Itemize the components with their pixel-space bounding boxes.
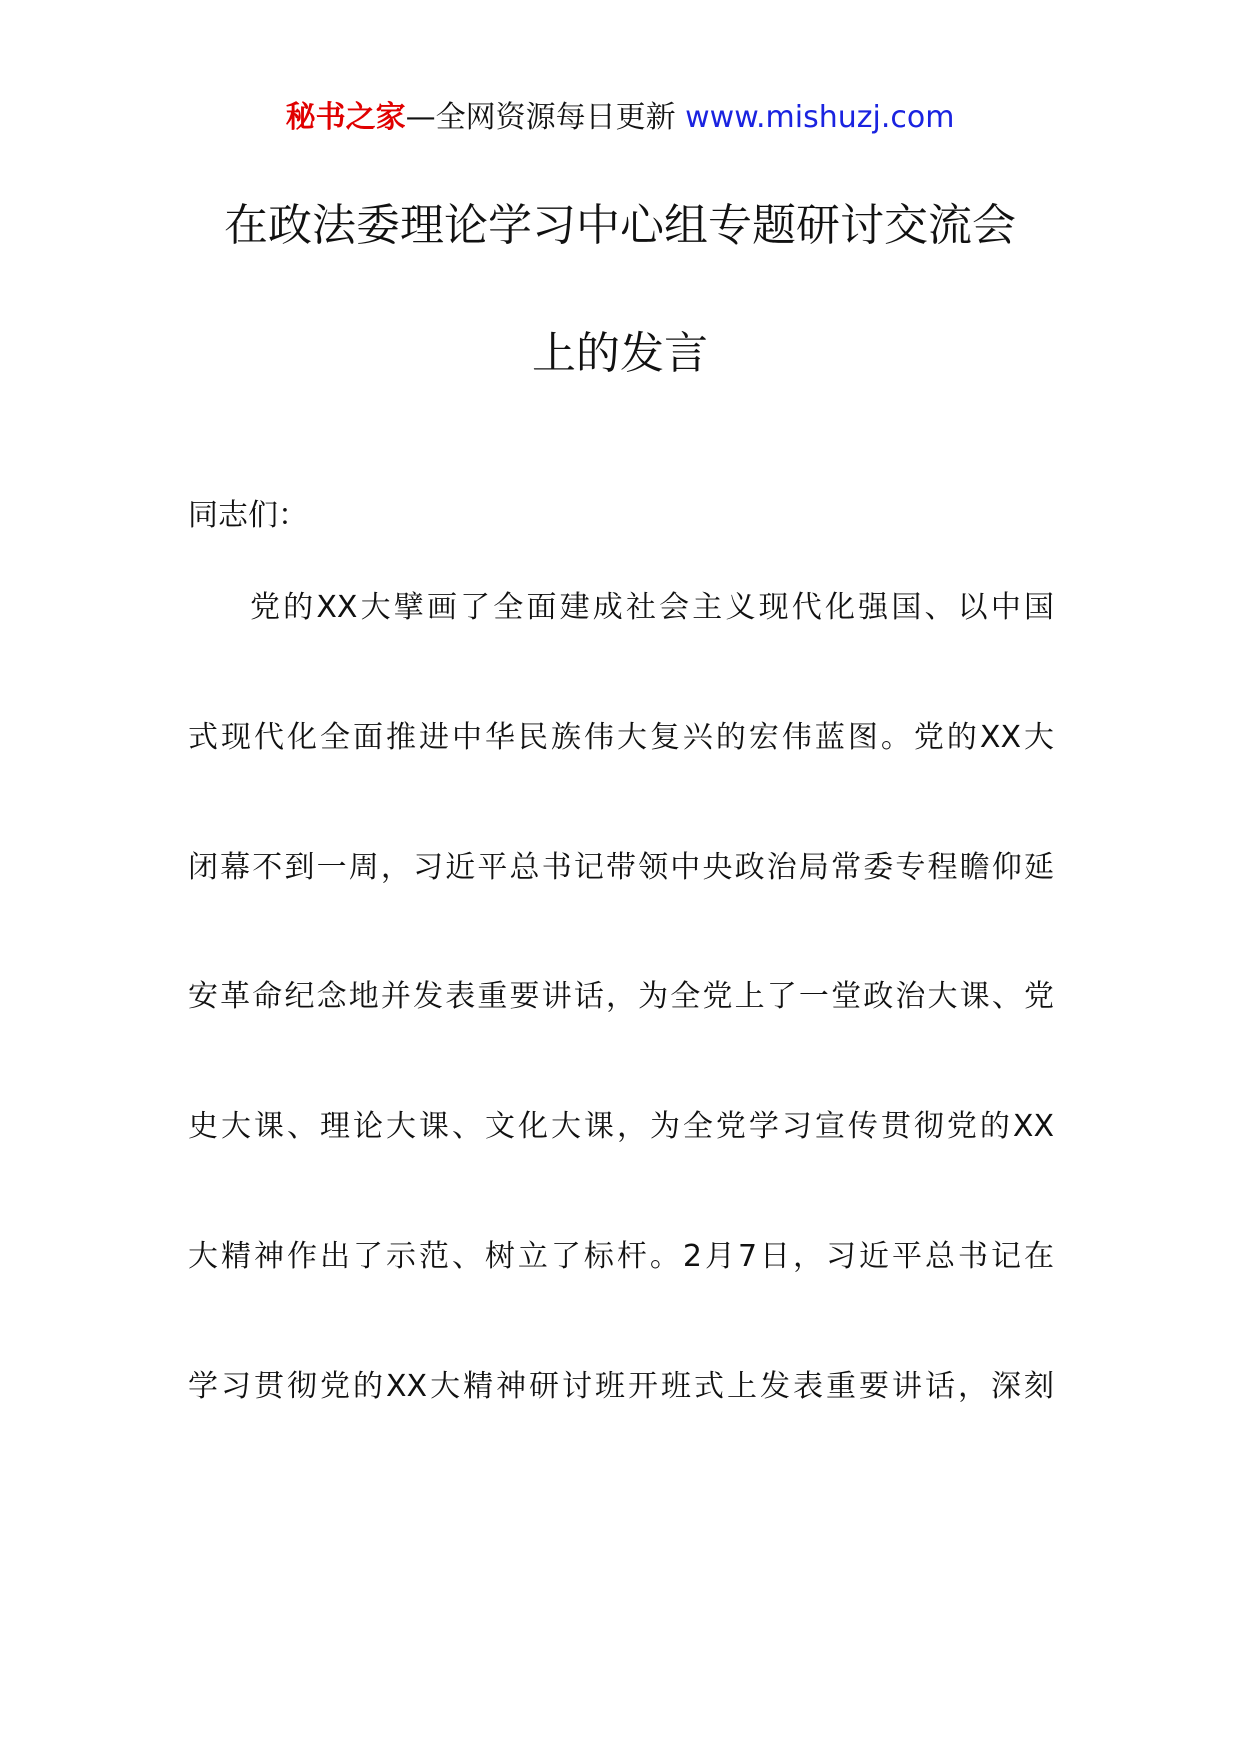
body-text-line: 史大课、理论大课、文化大课，为全党学习宣传贯彻党的XX bbox=[188, 1109, 1054, 1144]
body-text-line: 式现代化全面推进中华民族伟大复兴的宏伟蓝图。党的XX大 bbox=[188, 720, 1054, 755]
site-url-link[interactable]: www.mishuzj.com bbox=[685, 100, 955, 135]
greeting: 同志们： bbox=[188, 498, 308, 533]
site-header bbox=[0, 98, 1240, 138]
document-title-line-1: 在政法委理论学习中心组专题研讨交流会 bbox=[224, 200, 1016, 251]
body-text-line: 党的XX大擘画了全面建成社会主义现代化强国、以中国 bbox=[250, 590, 1054, 625]
brand-name: 秘书之家 bbox=[285, 100, 406, 135]
body-text-line: 学习贯彻党的XX大精神研讨班开班式上发表重要讲话，深刻 bbox=[188, 1369, 1054, 1404]
body-text-line: 大精神作出了示范、树立了标杆。2月7日，习近平总书记在 bbox=[188, 1239, 1054, 1274]
body-text-line: 安革命纪念地并发表重要讲话，为全党上了一堂政治大课、党 bbox=[188, 979, 1054, 1014]
body-text-line: 闭幕不到一周，习近平总书记带领中央政治局常委专程瞻仰延 bbox=[188, 850, 1054, 885]
header-tagline: —全网资源每日更新 bbox=[405, 100, 686, 135]
document-title-line-2: 上的发言 bbox=[532, 328, 708, 379]
